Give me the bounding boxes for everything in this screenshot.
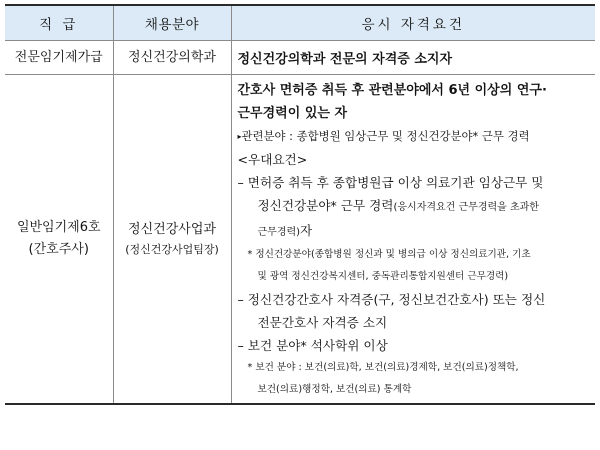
related-field-line	[238, 125, 590, 148]
footnote-1-line2: 및 광역 정신건강복지센터, 중독관리통합지원센터 근무경력)	[257, 271, 509, 282]
preferred-item-1-text: 정신건강분야* 근무 경력	[257, 198, 394, 213]
requirement-cell: 정신건강의학과 전문의 자격증 소지자	[231, 41, 595, 75]
preferred-heading: <우대요건>	[237, 152, 308, 167]
field-subtitle: (정신건강사업팀장)	[125, 243, 219, 256]
header-requirements: 응시 자격요건	[231, 5, 595, 41]
footnote-1-line1: * 정신건강분야(종합병원 정신과 및 병의급 이상 정신의료기관, 기초	[247, 249, 531, 260]
preferred-item-2-line2: 전문간호사 자격증 소지	[257, 315, 388, 330]
preferred-item-1-note: (응시자격요건 근무경력을 초과한	[393, 202, 539, 213]
preferred-item-2-line1: – 정신건강간호사 자격증(구, 정신보건간호사) 또는 정신	[237, 292, 546, 307]
table-row	[5, 75, 595, 405]
qualification-table	[5, 4, 595, 405]
preferred-item-1-line3	[238, 219, 590, 244]
related-field-text: 관련분야 : 종합병원 임상근무 및 정신건강분야* 근무 경력	[241, 129, 530, 143]
grade-subtitle: (간호주사)	[28, 242, 89, 257]
preferred-item-1-line2	[238, 194, 590, 219]
triangle-bullet-icon: ▸	[237, 132, 242, 141]
preferred-item-1-line1: – 면허증 취득 후 종합병원급 이상 의료기관 임상근무 및	[237, 175, 544, 190]
header-grade: 직 급	[5, 5, 113, 41]
field-cell	[113, 75, 231, 405]
header-row	[5, 5, 595, 41]
preferred-item-1-note-end: 근무경력)	[257, 227, 301, 238]
table-row	[5, 41, 595, 75]
grade-cell: 전문임기제가급	[5, 41, 113, 75]
grade-title: 일반임기제6호	[16, 220, 101, 235]
footnote-2-line2: 보건(의료)행정학, 보건(의료) 통계학	[257, 384, 412, 395]
grade-cell	[5, 75, 113, 405]
requirement-detail-cell	[231, 75, 595, 405]
footnote-2-line1: * 보건 분야 : 보건(의료)학, 보건(의료)경제학, 보건(의료)정책학,	[247, 362, 519, 373]
preferred-item-3: – 보건 분야* 석사학위 이상	[237, 338, 388, 353]
field-title: 정신건강사업과	[128, 222, 216, 237]
preferred-item-1-end: 자	[300, 223, 313, 238]
main-requirement-line2: 근무경력이 있는 자	[237, 106, 348, 121]
main-requirement-line1: 간호사 면허증 취득 후 관련분야에서 6년 이상의 연구·	[237, 83, 547, 98]
field-cell: 정신건강의학과	[113, 41, 231, 75]
header-field: 채용분야	[113, 5, 231, 41]
